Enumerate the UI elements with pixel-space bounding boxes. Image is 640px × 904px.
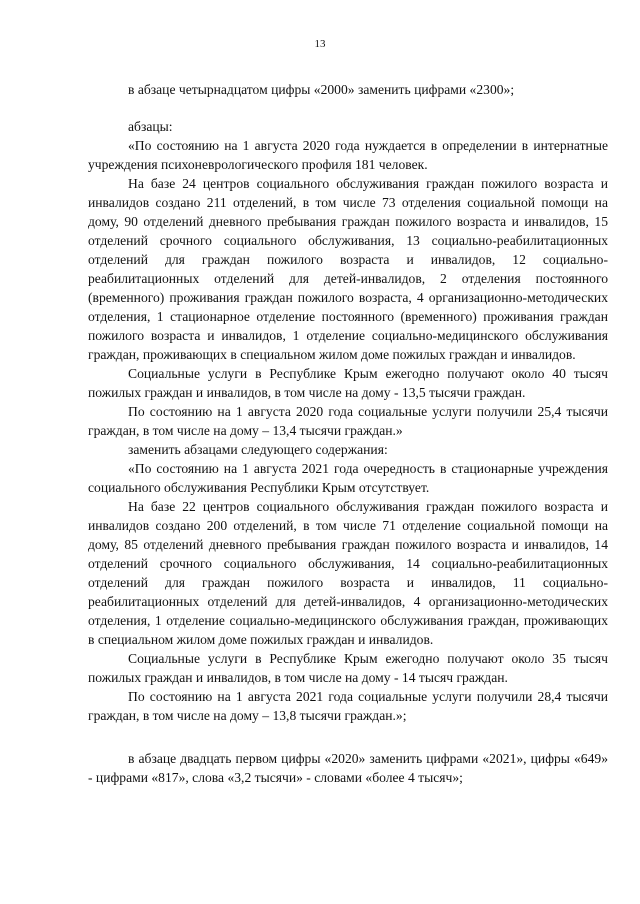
paragraph-1: в абзаце четырнадцатом цифры «2000» заменить цифрами «2300»;	[128, 82, 515, 97]
document-body	[88, 80, 608, 787]
paragraph-3: «По состоянию на 1 августа 2020 года нуждается в определении в интернатные учреждения психоневрологического профиля 181 человек.	[88, 138, 608, 172]
paragraph-11: По состоянию на 1 августа 2021 года социальные услуги получили 28,4 тысячи граждан, в том числе на дому – 13,8 тысячи граждан.»;	[88, 689, 608, 723]
paragraph-4: На базе 24 центров социального обслуживания граждан пожилого возраста и инвалидов создано 211 отделений, в том числе 73 отделения социальной помощи на дому, 90 отделений дневного пребывания граждан пожилого возраста и инвалидов, 15 отделений срочного социального обслуживания, 13 социально-реабилитационных отделений для граждан пожилого возраста и инвалидов, 12 социально-реабилитационных отделений для детей-инвалидов, 2 отделения постоянного (временного) проживания граждан пожилого возраста, 4 организационно-методических отделения, 1 стационарное отделение постоянного (временного) проживания граждан пожилого возраста и инвалидов, 1 отделение социально-медицинского обслуживания граждан, проживающих в специальном жилом доме пожилых граждан и инвалидов.	[88, 176, 608, 362]
paragraph-12: в абзаце двадцать первом цифры «2020» заменить цифрами «2021», цифры «649» - цифрами «817», слова «3,2 тысячи» - словами «более 4 тысяч»;	[88, 751, 608, 785]
paragraph-5: Социальные услуги в Республике Крым ежегодно получают около 40 тысяч пожилых граждан и инвалидов, в том числе на дому - 13,5 тысячи граждан.	[88, 366, 608, 400]
paragraph-9: На базе 22 центров социального обслуживания граждан пожилого возраста и инвалидов создано 200 отделений, в том числе 71 отделение социальной помощи на дому, 85 отделений дневного пребывания граждан пожилого возраста и инвалидов, 14 отделений срочного социального обслуживания, 14 социально-реабилитационных отделений для граждан пожилого возраста и инвалидов, 11 социально-реабилитационных отделений для детей-инвалидов, 4 организационно-методических отделения, 1 отделение социально-медицинского обслуживания граждан, проживающих в специальном жилом доме пожилых граждан и инвалидов.	[88, 499, 608, 647]
paragraph-2: абзацы:	[128, 119, 173, 134]
paragraph-6: По состоянию на 1 августа 2020 года социальные услуги получили 25,4 тысячи граждан, в том числе на дому – 13,4 тысячи граждан.»	[88, 404, 608, 438]
paragraph-7: заменить абзацами следующего содержания:	[128, 442, 388, 457]
paragraph-8: «По состоянию на 1 августа 2021 года очередность в стационарные учреждения социального обслуживания Республики Крым отсутствует.	[88, 461, 608, 495]
paragraph-10: Социальные услуги в Республике Крым ежегодно получают около 35 тысяч пожилых граждан и инвалидов, в том числе на дому - 14 тысяч граждан.	[88, 651, 608, 685]
page-number: 13	[314, 38, 326, 50]
